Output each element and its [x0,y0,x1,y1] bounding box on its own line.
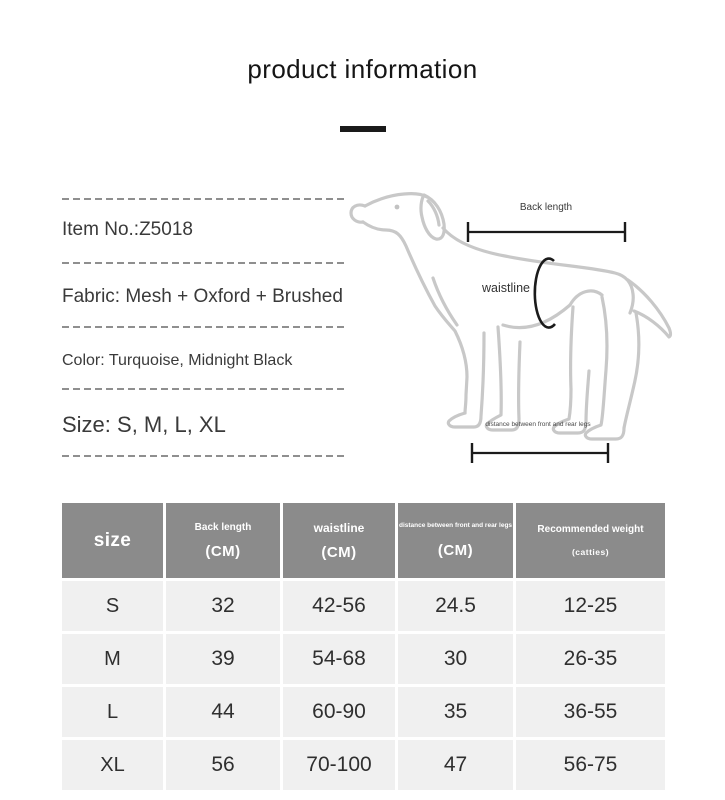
table-header-waistline [283,503,395,578]
table-header-weight [516,503,665,578]
header-label: Back length [194,521,252,533]
table-cell: 70-100 [283,740,395,790]
detail-size: Size: S, M, L, XL [62,412,226,437]
dog-measurement-diagram [340,175,700,485]
table-cell: 44 [166,687,280,737]
detail-separator [62,326,345,328]
back-length-label: Back length [519,202,573,213]
table-cell: 54-68 [283,634,395,684]
table-cell: 39 [166,634,280,684]
table-cell: 30 [398,634,513,684]
table-cell: 56-75 [516,740,665,790]
detail-separator [62,262,345,264]
detail-separator [62,388,345,390]
leg-distance-label: distance between front and rear legs [485,421,591,428]
table-cell: 12-25 [516,581,665,631]
table-cell: 35 [398,687,513,737]
table-cell: 36-55 [516,687,665,737]
detail-fabric: Fabric: Mesh + Oxford + Brushed [62,286,343,307]
header-label: Recommended weight [537,524,644,535]
table-header-size [62,503,163,578]
table-cell: XL [62,740,163,790]
table-cell: 24.5 [398,581,513,631]
header-label: distance between front and rear legs [398,522,513,529]
table-cell: 26-35 [516,634,665,684]
dog-diagram-svg [340,175,700,485]
detail-separator [62,455,345,457]
waistline-label: waistline [482,281,530,295]
header-label: size [93,529,132,551]
header-unit: (catties) [571,547,610,557]
detail-color: Color: Turquoise, Midnight Black [62,352,293,369]
table-cell: 32 [166,581,280,631]
table-cell: S [62,581,163,631]
header-unit: (CM) [437,542,474,559]
header-label: waistline [313,520,365,535]
header-unit: (CM) [321,543,357,561]
header-unit: (CM) [205,542,241,560]
detail-separator [62,198,345,200]
title-underline [340,126,386,132]
dog-line-art-icon [351,194,671,439]
size-table [62,503,665,790]
detail-item-number: Item No.:Z5018 [62,219,193,240]
page-title: product information [247,54,478,84]
table-header-back-length [166,503,280,578]
table-cell: 56 [166,740,280,790]
table-cell: 42-56 [283,581,395,631]
table-cell: 47 [398,740,513,790]
table-cell: L [62,687,163,737]
table-header-leg-distance [398,503,513,578]
table-cell: 60-90 [283,687,395,737]
table-cell: M [62,634,163,684]
